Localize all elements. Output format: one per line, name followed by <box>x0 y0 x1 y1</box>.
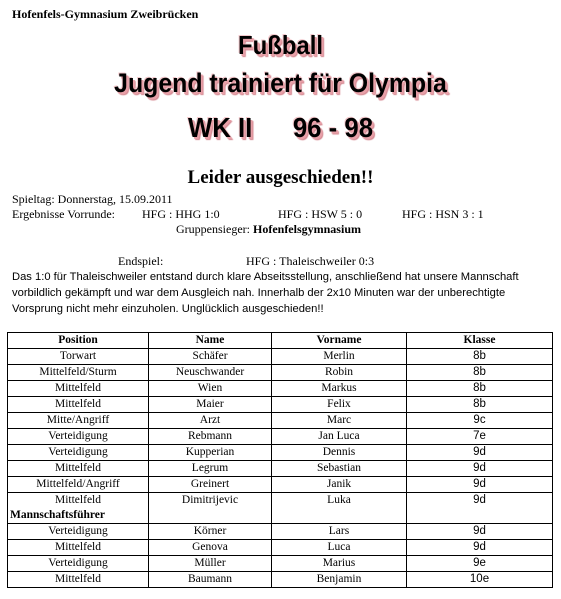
cell-name: Körner <box>149 524 272 540</box>
cell-vorname: Lars <box>272 524 407 540</box>
cell-klasse: 9e <box>407 556 553 572</box>
cell-vorname: Dennis <box>272 445 407 461</box>
cell-klasse: 9d <box>407 445 553 461</box>
cell-name: Genova <box>149 540 272 556</box>
cell-position: Mittelfeld <box>8 381 149 397</box>
table-row <box>8 477 553 493</box>
table-row <box>8 540 553 556</box>
endspiel <box>118 254 374 269</box>
match-report: Das 1:0 für Thaleischweiler entstand durch klare Abseitsstellung, anschließend hat unsere Mannschaft vorbildlich gekämpft und war dem Ausgleich nah. Innerhalb der 2x10 Minuten war der unberechtigte Vorsprung nicht mehr einzuholen. Unglücklich ausgeschieden!! <box>12 271 519 315</box>
vorrunde-result-3: HFG : HSN 3 : 1 <box>402 207 484 221</box>
cell-klasse: 8b <box>407 397 553 413</box>
cell-position: Mittelfeld <box>8 461 149 477</box>
cell-vorname: Marc <box>272 413 407 429</box>
cell-vorname: Merlin <box>272 349 407 365</box>
cell-klasse: 9d <box>407 540 553 556</box>
table-row <box>8 524 553 540</box>
cell-position: Verteidigung <box>8 524 149 540</box>
cell-position: Mittelfeld/Angriff <box>8 477 149 493</box>
cell-name: Neuschwander <box>149 365 272 381</box>
cell-klasse: 8b <box>407 365 553 381</box>
cell-position: Verteidigung <box>8 556 149 572</box>
cell-klasse: 9c <box>407 413 553 429</box>
col-position: Position <box>8 333 149 349</box>
table-row <box>8 381 553 397</box>
cell-name: Müller <box>149 556 272 572</box>
cell-vorname: Benjamin <box>272 572 407 588</box>
cell-position-text: Mittelfeld <box>55 494 101 506</box>
gruppensieger-label: Gruppensieger: <box>176 222 250 236</box>
col-klasse: Klasse <box>407 333 553 349</box>
cell-klasse: 7e <box>407 429 553 445</box>
cell-position: Verteidigung <box>8 429 149 445</box>
cell-name: Schäfer <box>149 349 272 365</box>
table-row <box>8 349 553 365</box>
cell-name: Wien <box>149 381 272 397</box>
cell-name: Baumann <box>149 572 272 588</box>
cell-klasse: 9d <box>407 524 553 540</box>
table-row <box>8 572 553 588</box>
table-row <box>8 461 553 477</box>
cell-vorname: Felix <box>272 397 407 413</box>
cell-klasse: 9d <box>407 493 553 524</box>
cell-name: Dimitrijevic <box>149 493 272 524</box>
table-row <box>8 429 553 445</box>
cell-vorname: Sebastian <box>272 461 407 477</box>
cell-klasse: 9d <box>407 477 553 493</box>
cell-vorname: Luca <box>272 540 407 556</box>
spieltag: Spieltag: Donnerstag, 15.09.2011 <box>12 192 173 206</box>
vorrunde-label: Ergebnisse Vorrunde: <box>12 207 115 221</box>
table-row <box>8 493 553 524</box>
cell-name: Maier <box>149 397 272 413</box>
headline: Leider ausgeschieden!! <box>187 167 374 188</box>
cell-name: Kupperian <box>149 445 272 461</box>
endspiel-value: HFG : Thaleischweiler 0:3 <box>246 254 375 268</box>
cell-position: Mittelfeld <box>8 397 149 413</box>
cell-position: Verteidigung <box>8 445 149 461</box>
banner-title: Fußball <box>237 30 324 60</box>
cell-position: Mittelfeld <box>8 540 149 556</box>
vorrunde-result-1: HFG : HHG 1:0 <box>142 207 220 221</box>
cell-vorname: Janik <box>272 477 407 493</box>
cell-klasse: 8b <box>407 349 553 365</box>
gruppensieger <box>176 222 361 237</box>
cell-vorname: Luka <box>272 493 407 524</box>
vorrunde-result-2: HFG : HSW 5 : 0 <box>278 207 363 221</box>
cell-position: Mitte/Angriff <box>8 413 149 429</box>
table-row <box>8 556 553 572</box>
table-row <box>8 397 553 413</box>
table-row <box>8 413 553 429</box>
team-table <box>7 332 553 588</box>
table-row <box>8 365 553 381</box>
cell-name: Greinert <box>149 477 272 493</box>
table-header-row <box>8 333 553 349</box>
cell-klasse: 9d <box>407 461 553 477</box>
cell-position: Mittelfeld/Sturm <box>8 365 149 381</box>
banner-class <box>22 112 538 144</box>
captain-note: Mannschaftsführer <box>10 509 105 521</box>
banner-wk: WK II <box>187 112 253 143</box>
banner-subtitle: Jugend trainiert für Olympia <box>114 68 447 98</box>
col-vorname: Vorname <box>272 333 407 349</box>
vorrunde-results <box>12 207 484 222</box>
gruppensieger-value: Hofenfelsgymnasium <box>252 222 361 236</box>
table-row <box>8 445 553 461</box>
cell-position <box>8 493 149 524</box>
cell-name: Legrum <box>149 461 272 477</box>
cell-position: Mittelfeld <box>8 572 149 588</box>
cell-name: Arzt <box>149 413 272 429</box>
cell-vorname: Robin <box>272 365 407 381</box>
cell-klasse: 8b <box>407 381 553 397</box>
endspiel-label: Endspiel: <box>118 254 164 268</box>
banner-years: 96 - 98 <box>292 112 374 143</box>
cell-vorname: Markus <box>272 381 407 397</box>
col-name: Name <box>149 333 272 349</box>
cell-name: Rebmann <box>149 429 272 445</box>
cell-vorname: Jan Luca <box>272 429 407 445</box>
cell-position: Torwart <box>8 349 149 365</box>
cell-klasse: 10e <box>407 572 553 588</box>
cell-vorname: Marius <box>272 556 407 572</box>
school-name: Hofenfels-Gymnasium Zweibrücken <box>12 7 199 21</box>
